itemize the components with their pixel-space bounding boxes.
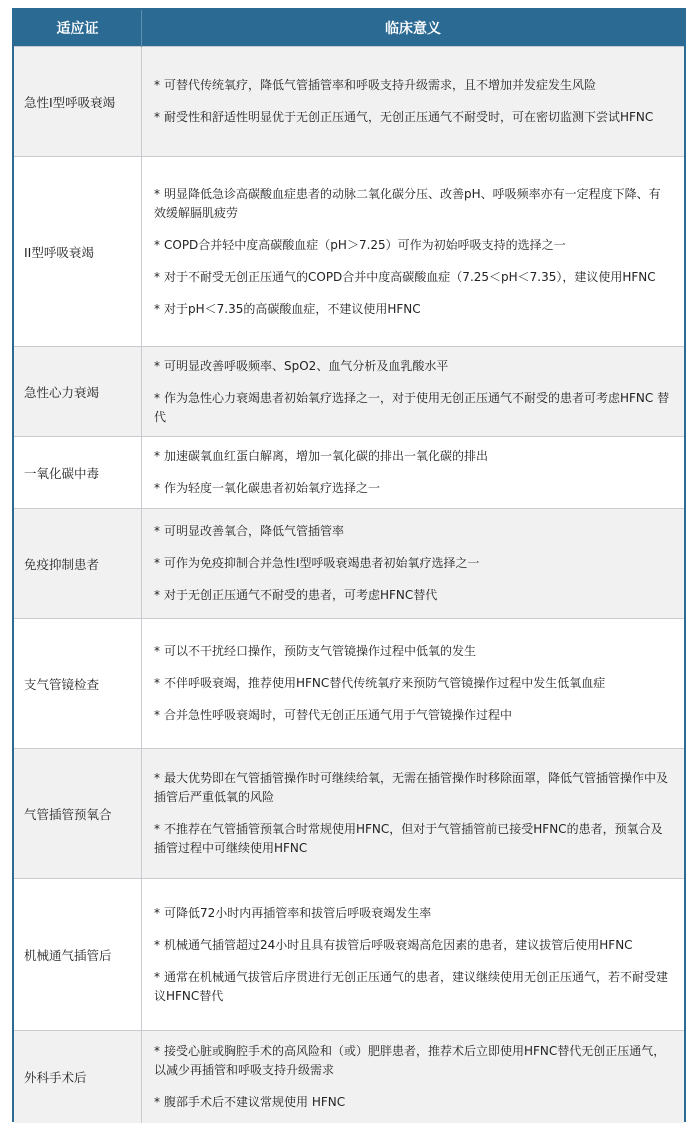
bullet-marker: * (154, 301, 160, 316)
table-row (14, 749, 684, 879)
significance-text: 可以不干扰经口操作，预防支气管镜操作过程中低氧的发生 (164, 644, 477, 658)
bullet-marker: * (154, 358, 160, 373)
indication-cell: 外科手术后 (14, 1031, 142, 1123)
indication-cell: 机械通气插管后 (14, 879, 142, 1031)
significance-text: 最大优势即在气管插管操作时可继续给氧，无需在插管操作时移除面罩，降低气管插管操作中及插管后严重低氧的风险 (154, 771, 669, 804)
bullet-marker: * (154, 110, 160, 124)
significance-item (154, 674, 670, 693)
significance-item (154, 447, 670, 466)
significance-text: 不推荐在气管插管预氧合时常规使用HFNC，但对于气管插管前已接受HFNC的患者，预氧合及插管过程中可继续使用HFNC (154, 822, 663, 855)
significance-item (154, 185, 670, 223)
significance-text: 不伴呼吸衰竭，推荐使用HFNC替代传统氧疗来预防气管镜操作过程中发生低氧血症 (164, 676, 606, 690)
significance-item (154, 389, 670, 427)
significance-item (154, 108, 670, 127)
indication-cell: 免疫抑制患者 (14, 509, 142, 619)
indication-table-frame (12, 8, 686, 1122)
significance-item (154, 554, 670, 573)
bullet-marker: * (154, 1043, 160, 1058)
significance-item (154, 522, 670, 541)
significance-cell (142, 749, 685, 879)
significance-item (154, 300, 670, 319)
bullet-marker: * (154, 822, 160, 836)
bullet-marker: * (154, 237, 160, 252)
bullet-marker: * (154, 708, 160, 722)
significance-cell (142, 157, 685, 347)
bullet-marker: * (154, 186, 160, 201)
significance-item (154, 642, 670, 661)
significance-cell (142, 879, 685, 1031)
indication-cell: II型呼吸衰竭 (14, 157, 142, 347)
bullet-marker: * (154, 676, 160, 690)
significance-item (154, 968, 670, 1006)
significance-item (154, 904, 670, 923)
significance-text: 可降低72小时内再插管率和拔管后呼吸衰竭发生率 (164, 905, 432, 920)
table-row (14, 47, 684, 157)
bullet-marker: * (154, 449, 160, 463)
significance-item (154, 479, 670, 498)
significance-text: 合并急性呼吸衰竭时，可替代无创正压通气用于气管镜操作过程中 (164, 708, 513, 722)
significance-text: 可作为免疫抑制合并急性I型呼吸衰竭患者初始氧疗选择之一 (164, 556, 480, 570)
indication-cell: 气管插管预氧合 (14, 749, 142, 879)
significance-text: 对于不耐受无创正压通气的COPD合并中度高碳酸血症（7.25＜pH＜7.35），建议使用HFNC (164, 269, 656, 284)
significance-text: 接受心脏或胸腔手术的高风险和（或）肥胖患者，推荐术后立即使用HFNC替代无创正压通气，以减少再插管和呼吸支持升级需求 (154, 1043, 666, 1077)
significance-text: 作为急性心力衰竭患者初始氧疗选择之一，对于使用无创正压通气不耐受的患者可考虑HFNC 替代 (154, 390, 670, 424)
significance-text: 对于无创正压通气不耐受的患者，可考虑HFNC替代 (164, 588, 438, 602)
indication-cell: 支气管镜检查 (14, 619, 142, 749)
significance-item (154, 820, 670, 858)
bullet-marker: * (154, 556, 160, 570)
significance-text: 可明显改善氧合，降低气管插管率 (164, 524, 345, 538)
significance-cell (142, 347, 685, 437)
significance-item (154, 1042, 670, 1080)
significance-item (154, 357, 670, 376)
indication-table (14, 10, 684, 1123)
bullet-marker: * (154, 937, 160, 952)
significance-text: COPD合并轻中度高碳酸血症（pH＞7.25）可作为初始呼吸支持的选择之一 (164, 237, 566, 252)
indication-cell: 急性心力衰竭 (14, 347, 142, 437)
significance-item (154, 769, 670, 807)
significance-cell (142, 47, 685, 157)
significance-item (154, 236, 670, 255)
significance-cell (142, 437, 685, 509)
bullet-marker: * (154, 644, 160, 658)
significance-text: 对于pH＜7.35的高碳酸血症，不建议使用HFNC (164, 301, 421, 316)
significance-text: 可明显改善呼吸频率、SpO2、血气分析及血乳酸水平 (164, 358, 449, 373)
significance-cell (142, 509, 685, 619)
bullet-marker: * (154, 1094, 160, 1109)
bullet-marker: * (154, 269, 160, 284)
table-row (14, 879, 684, 1031)
bullet-marker: * (154, 390, 160, 405)
significance-text: 通常在机械通气拔管后序贯进行无创正压通气的患者，建议继续使用无创正压通气，若不耐受建议HFNC替代 (154, 969, 669, 1003)
significance-text: 作为轻度一氧化碳患者初始氧疗选择之一 (164, 481, 381, 495)
significance-text: 机械通气插管超过24小时且具有拔管后呼吸衰竭高危因素的患者，建议拔管后使用HFNC (164, 937, 633, 952)
indication-cell: 一氧化碳中毒 (14, 437, 142, 509)
bullet-marker: * (154, 588, 160, 602)
bullet-marker: * (154, 78, 160, 92)
table-row (14, 619, 684, 749)
significance-text: 加速碳氧血红蛋白解离，增加一氧化碳的排出一氧化碳的排出 (164, 449, 489, 463)
significance-text: 可替代传统氧疗，降低气管插管率和呼吸支持升级需求，且不增加并发症发生风险 (164, 78, 597, 92)
table-row (14, 157, 684, 347)
indication-cell: 急性I型呼吸衰竭 (14, 47, 142, 157)
significance-item (154, 1093, 670, 1112)
table-row (14, 347, 684, 437)
bullet-marker: * (154, 905, 160, 920)
table-body (14, 47, 684, 1123)
table-row (14, 1031, 684, 1123)
bullet-marker: * (154, 524, 160, 538)
table-row (14, 509, 684, 619)
bullet-marker: * (154, 771, 160, 785)
significance-item (154, 706, 670, 725)
significance-item (154, 936, 670, 955)
bullet-marker: * (154, 481, 160, 495)
bullet-marker: * (154, 969, 160, 984)
significance-item (154, 586, 670, 605)
significance-item (154, 268, 670, 287)
header-indication: 适应证 (14, 10, 142, 47)
significance-cell (142, 1031, 685, 1123)
significance-cell (142, 619, 685, 749)
significance-text: 明显降低急诊高碳酸血症患者的动脉二氧化碳分压、改善pH、呼吸频率亦有一定程度下降、有效缓解膈肌疲劳 (154, 186, 661, 220)
header-clinical-significance: 临床意义 (142, 10, 685, 47)
significance-text: 耐受性和舒适性明显优于无创正压通气，无创正压通气不耐受时，可在密切监测下尝试HFNC (164, 110, 654, 124)
significance-item (154, 76, 670, 95)
significance-text: 腹部手术后不建议常规使用 HFNC (164, 1094, 346, 1109)
table-header-row (14, 10, 684, 47)
table-row (14, 437, 684, 509)
